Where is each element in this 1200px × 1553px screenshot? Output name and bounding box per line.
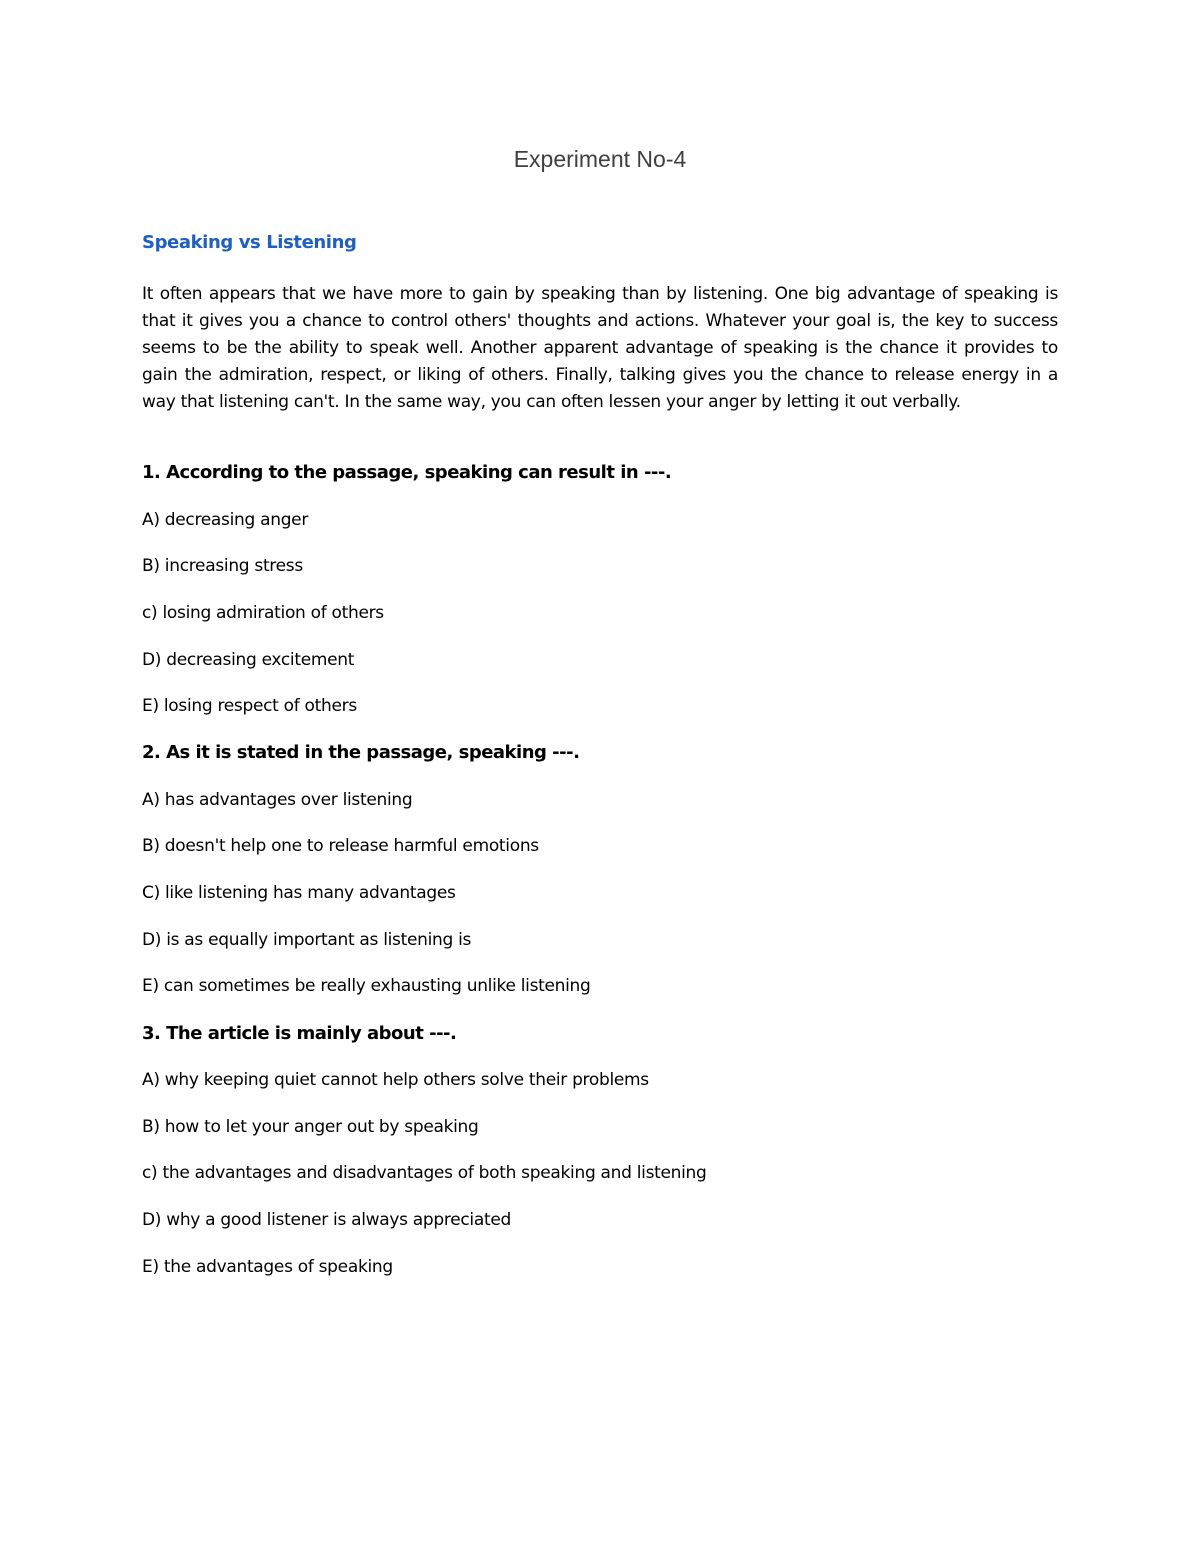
document-title: Experiment No-4 (513, 146, 687, 172)
section-heading: Speaking vs Listening (142, 232, 357, 253)
reading-passage: It often appears that we have more to gain by speaking than by listening. One big advantage of speaking is that it gives you a chance to control others' thoughts and actions. Whatever your goal is, the key to success seems to be the ability to speak well. Another apparent advantage of speaking is the chance it provides to gain the admiration, respect, or liking of others. Finally, talking gives you the chance to release energy in a way that listening can't. In the same way, you can often lessen your anger by letting it out verbally. (142, 284, 1058, 412)
question-1-option-d: D) decreasing excitement (142, 650, 355, 670)
question-3-option-d: D) why a good listener is always appreciated (142, 1210, 511, 1230)
question-3-option-e: E) the advantages of speaking (142, 1257, 393, 1277)
question-1-option-e: E) losing respect of others (142, 696, 357, 716)
question-2-option-b: B) doesn't help one to release harmful emotions (142, 836, 539, 856)
question-1-option-b: B) increasing stress (142, 556, 303, 576)
question-1-prompt: 1. According to the passage, speaking can result in ---. (142, 462, 672, 483)
question-2-option-c: C) like listening has many advantages (142, 883, 456, 903)
question-1-option-c: c) losing admiration of others (142, 603, 384, 623)
question-3-option-b: B) how to let your anger out by speaking (142, 1117, 479, 1137)
question-1-option-a: A) decreasing anger (142, 510, 309, 530)
question-3-prompt: 3. The article is mainly about ---. (142, 1023, 457, 1044)
question-3-option-c: c) the advantages and disadvantages of both speaking and listening (142, 1163, 707, 1183)
question-2-option-d: D) is as equally important as listening is (142, 930, 472, 950)
question-2-prompt: 2. As it is stated in the passage, speaking ---. (142, 742, 580, 763)
question-2-option-e: E) can sometimes be really exhausting unlike listening (142, 976, 591, 996)
question-2-option-a: A) has advantages over listening (142, 790, 413, 810)
question-3-option-a: A) why keeping quiet cannot help others solve their problems (142, 1070, 649, 1090)
